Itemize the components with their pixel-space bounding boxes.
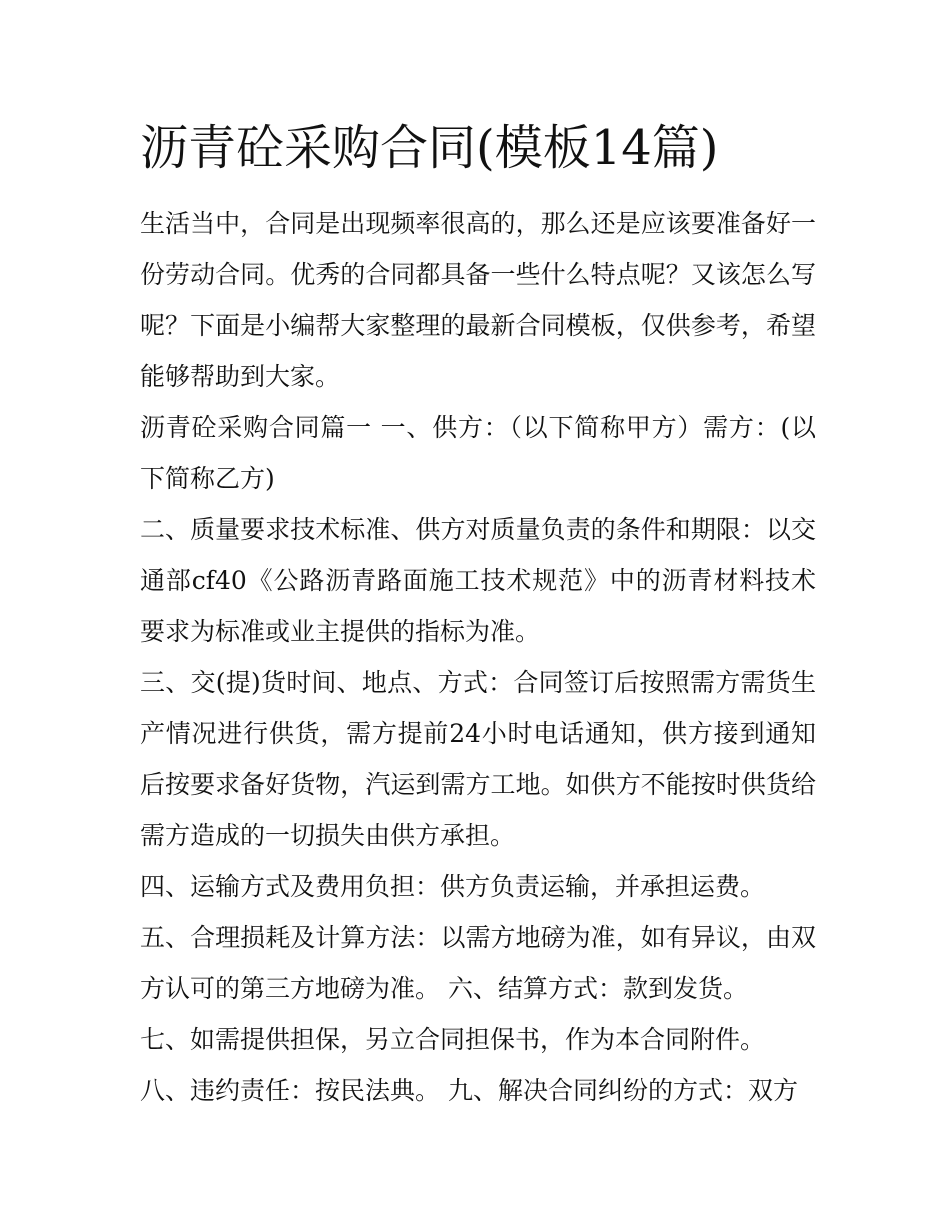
paragraph-transport: 四、运输方式及费用负担：供方负责运输，并承担运费。	[140, 872, 766, 901]
document-title: 沥青砼采购合同(模板14篇)	[140, 120, 719, 176]
paragraph-liability-dispute: 八、违约责任：按民法典。 九、解决合同纠纷的方式：双方	[140, 1076, 798, 1105]
paragraph-delivery: 三、交(提)货时间、地点、方式：合同签订后按照需方需货生产情况进行供货，需方提前24小时电话通知，供方接到通知后按要求备好货物，汽运到需方工地。如供方不能按时供货给需方造成的一切损失由供方承担。	[140, 668, 816, 850]
document-body	[140, 198, 816, 1116]
paragraph-loss-settlement: 五、合理损耗及计算方法：以需方地磅为准，如有异议，由双方认可的第三方地磅为准。 六、结算方式：款到发货。	[140, 923, 816, 1003]
paragraph-parties: 沥青砼采购合同篇一 一、供方：（以下简称甲方）需方：(以下简称乙方)	[140, 413, 816, 493]
paragraph-quality: 二、质量要求技术标准、供方对质量负责的条件和期限：以交通部cf40《公路沥青路面施工技术规范》中的沥青材料技术要求为标准或业主提供的指标为准。	[140, 515, 816, 646]
paragraph-intro: 生活当中，合同是出现频率很高的，那么还是应该要准备好一份劳动合同。优秀的合同都具备一些什么特点呢？又该怎么写呢？下面是小编帮大家整理的最新合同模板，仅供参考，希望能够帮助到大家。	[140, 209, 816, 391]
paragraph-guarantee: 七、如需提供担保，另立合同担保书，作为本合同附件。	[140, 1025, 766, 1054]
